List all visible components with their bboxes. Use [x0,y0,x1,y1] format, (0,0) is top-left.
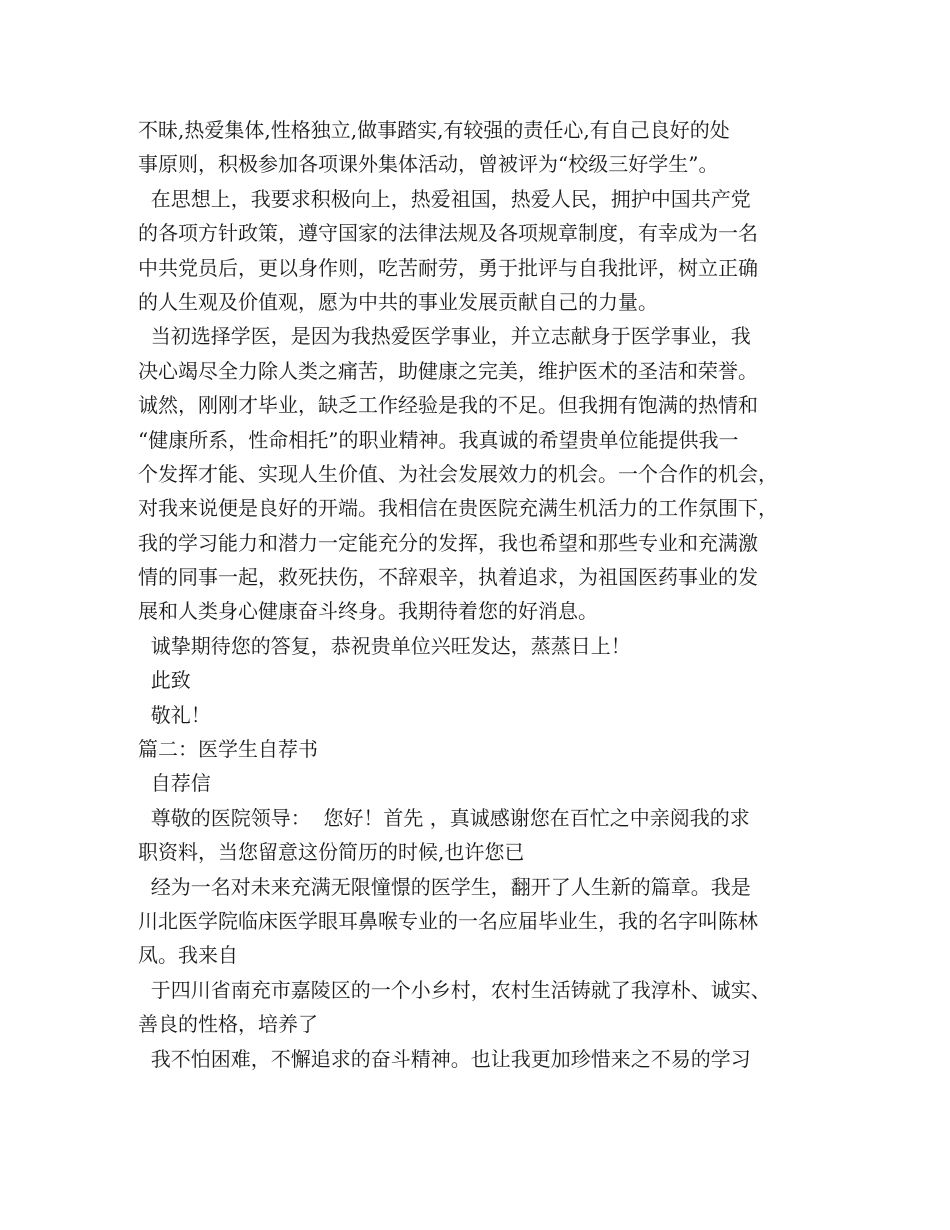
text-line: 此致 [138,668,191,693]
text-line: 凤。我来自 [138,943,238,968]
text-line: 川北医学院临床医学眼耳鼻喉专业的一名应届毕业生，我的名字叫陈林 [138,908,758,933]
text-line: 对我来说便是良好的开端。我相信在贵医院充满生机活力的工作氛围下， [138,496,778,521]
document-body [138,113,828,1076]
text-line: 诚挚期待您的答复，恭祝贵单位兴旺发达，蒸蒸日上！ [138,633,631,658]
letter-title: 自荐信 [138,771,211,796]
text-line: 展和人类身心健康奋斗终身。我期待着您的好消息。 [138,599,598,624]
text-line: “健康所系，性命相托”的职业精神。我真诚的希望贵单位能提供我一 [138,427,739,452]
text-line: 个发挥才能、实现人生价值、为社会发展效力的机会。一个合作的机会， [138,461,778,486]
text-line: 事原则，积极参加各项课外集体活动，曾被评为“校级三好学生”。 [138,152,719,177]
text-line: 我的学习能力和潜力一定能充分的发挥，我也希望和那些专业和充满激 [138,530,758,555]
text-line: 诚然，刚刚才毕业，缺乏工作经验是我的不足。但我拥有饱满的热情和 [138,393,758,418]
text-line: 决心竭尽全力除人类之痛苦，助健康之完美，维护医术的圣洁和荣誉。 [138,358,758,383]
text-line: 的各项方针政策，遵守国家的法律法规及各项规章制度，有幸成为一名 [138,221,758,246]
text-line: 经为一名对未来充满无限憧憬的医学生，翻开了人生新的篇章。我是 [138,874,751,899]
section-heading: 篇二：医学生自荐书 [138,737,318,762]
text-line: 职资料，当您留意这份简历的时候,也许您已 [138,840,525,865]
text-line: 尊敬的医院领导： 您好！首先 ，真诚感谢您在百忙之中亲阅我的求 [138,805,750,830]
text-line: 敬礼！ [138,702,211,727]
text-line: 当初选择学医，是因为我热爱医学事业，并立志献身于医学事业，我 [138,324,751,349]
text-line: 善良的性格，培养了 [138,1012,318,1037]
text-line: 于四川省南充市嘉陵区的一个小乡村，农村生活铸就了我淳朴、诚实、 [138,977,771,1002]
text-line: 在思想上，我要求积极向上，热爱祖国，热爱人民，拥护中国共产党 [138,186,751,211]
text-line: 情的同事一起，救死扶伤，不辞艰辛，执着追求，为祖国医药事业的发 [138,565,758,590]
text-line: 中共党员后，更以身作则，吃苦耐劳，勇于批评与自我批评，树立正确 [138,255,758,280]
text-line: 我不怕困难，不懈追求的奋斗精神。也让我更加珍惜来之不易的学习 [138,1046,751,1071]
text-line: 的人生观及价值观，愿为中共的事业发展贡献自己的力量。 [138,289,658,314]
text-line: 不昧,热爱集体,性格独立,做事踏实,有较强的责任心,有自己良好的处 [138,118,730,142]
